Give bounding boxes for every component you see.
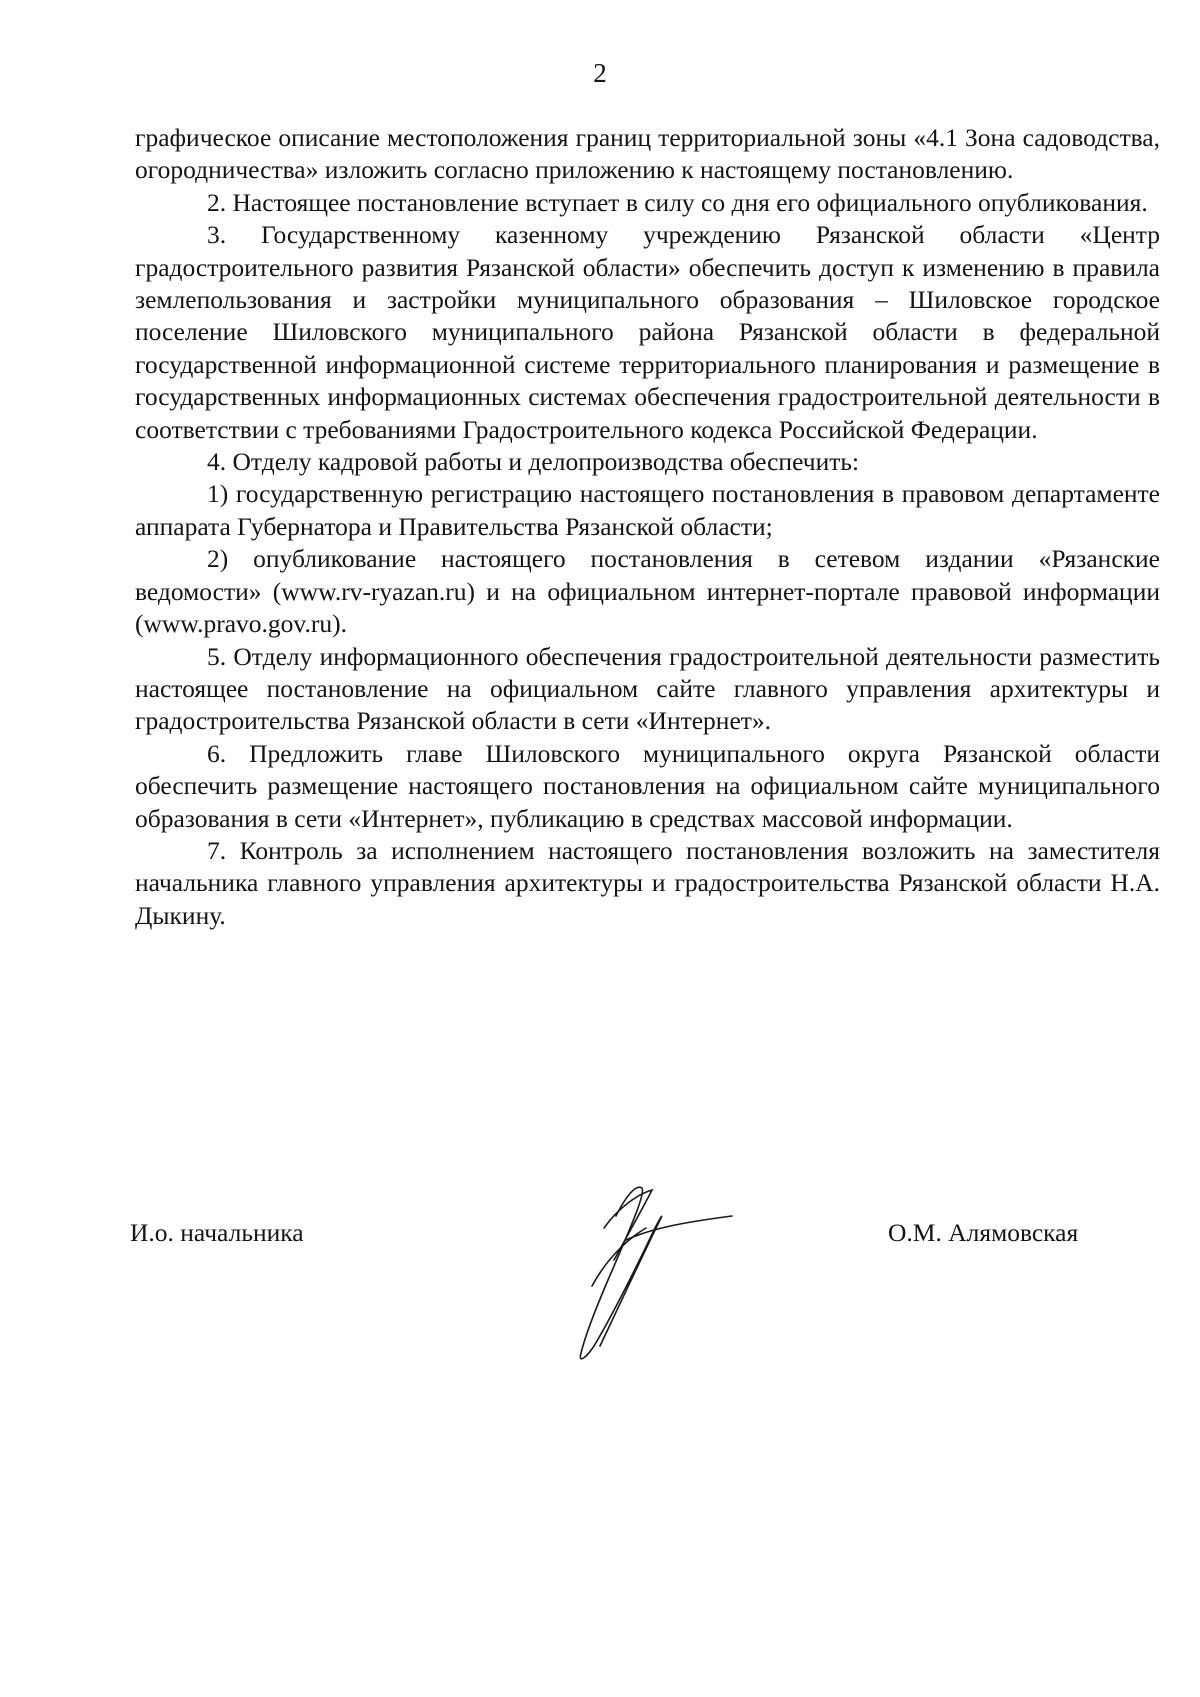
signatory-name: О.М. Алямовская — [888, 1218, 1079, 1247]
paragraph-4: 4. Отделу кадровой работы и делопроизводства обеспечить: — [207, 447, 860, 477]
paragraph-3: 3. Государственному казенному учреждению Рязанской области «Центр градостроительного развития Рязанской области» обеспечить доступ к изменению в правила землепользования и застройки муниципального образования – Шиловское городское поселение Шиловского муниципального района Рязанской области в федеральной государственной информационной системе территориального планирования и размещение в государственных информационных системах обеспечения градостроительной деятельности в соответствии с требованиями Градостроительного кодекса Российской Федерации. — [135, 220, 1160, 444]
handwritten-signature — [556, 1168, 736, 1368]
paragraph-4-item-2: 2) опубликование настоящего постановления в сетевом издании «Рязанские ведомости» (www.rv-ryazan.ru) и на официальном интернет-портале правовой информации (www.pravo.gov.ru). — [135, 544, 1160, 639]
signatory-title: И.о. начальника — [130, 1218, 304, 1247]
paragraph-continuation: графическое описание местоположения границ территориальной зоны «4.1 Зона садоводства, огородничества» изложить согласно приложению к настоящему постановлению. — [135, 123, 1160, 185]
document-body — [135, 122, 1160, 932]
paragraph-4-item-1: 1) государственную регистрацию настоящего постановления в правовом департаменте аппарата Губернатора и Правительства Рязанской области; — [135, 479, 1160, 541]
page-number: 2 — [593, 58, 607, 88]
paragraph-6: 6. Предложить главе Шиловского муниципального округа Рязанской области обеспечить размещение настоящего постановления на официальном сайте муниципального образования в сети «Интернет», публикацию в средствах массовой информации. — [135, 738, 1160, 833]
paragraph-7: 7. Контроль за исполнением настоящего постановления возложить на заместителя начальника главного управления архитектуры и градостроительства Рязанской области Н.А. Дыкину. — [135, 835, 1160, 930]
paragraph-2: 2. Настоящее постановление вступает в силу со дня его официального опубликования. — [207, 187, 1148, 217]
paragraph-5: 5. Отделу информационного обеспечения градостроительной деятельности разместить настоящее постановление на официальном сайте главного управления архитектуры и градостроительства Рязанской области в сети «Интернет». — [135, 641, 1160, 736]
